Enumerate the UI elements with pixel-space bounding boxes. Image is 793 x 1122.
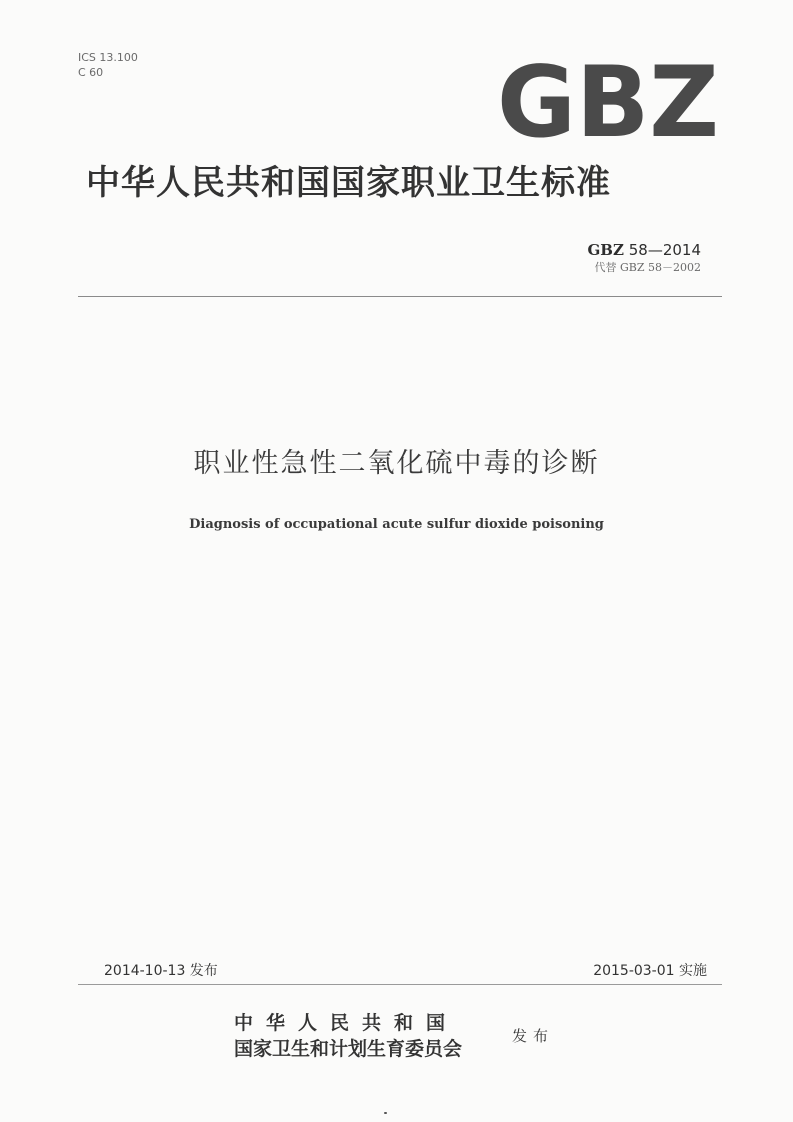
footer-divider: [78, 984, 722, 985]
issue-date: 2014-10-13 发布: [104, 963, 218, 979]
issuer-line1: 中华人民共和国: [234, 1012, 459, 1034]
header-divider: [78, 296, 722, 297]
issuer-line2: 国家卫生和计划生育委员会: [234, 1038, 463, 1060]
standard-number-block: [588, 240, 702, 275]
replaces-standard: 代替 GBZ 58－2002: [594, 261, 701, 274]
issuer-block: [234, 1010, 498, 1062]
standard-number: [588, 240, 702, 260]
document-title-english: Diagnosis of occupational acute sulfur dioxide poisoning: [189, 517, 604, 532]
org-title: 中华人民共和国国家职业卫生标准: [86, 163, 611, 203]
ccs-code: C 60: [78, 66, 104, 79]
scan-speck: [384, 1112, 387, 1114]
standard-number-prefix: GBZ: [587, 241, 624, 259]
gbz-logo-text: GBZ: [497, 62, 719, 140]
document-title: 职业性急性二氧化硫中毒的诊断: [193, 448, 600, 479]
standard-number-value: 58—2014: [628, 241, 701, 259]
issue-verb: 发布: [512, 1027, 555, 1045]
ics-code: ICS 13.100: [78, 51, 138, 64]
gbz-logo: [496, 62, 720, 140]
implementation-date: 2015-03-01 实施: [593, 963, 707, 979]
classification-codes: [78, 50, 138, 80]
